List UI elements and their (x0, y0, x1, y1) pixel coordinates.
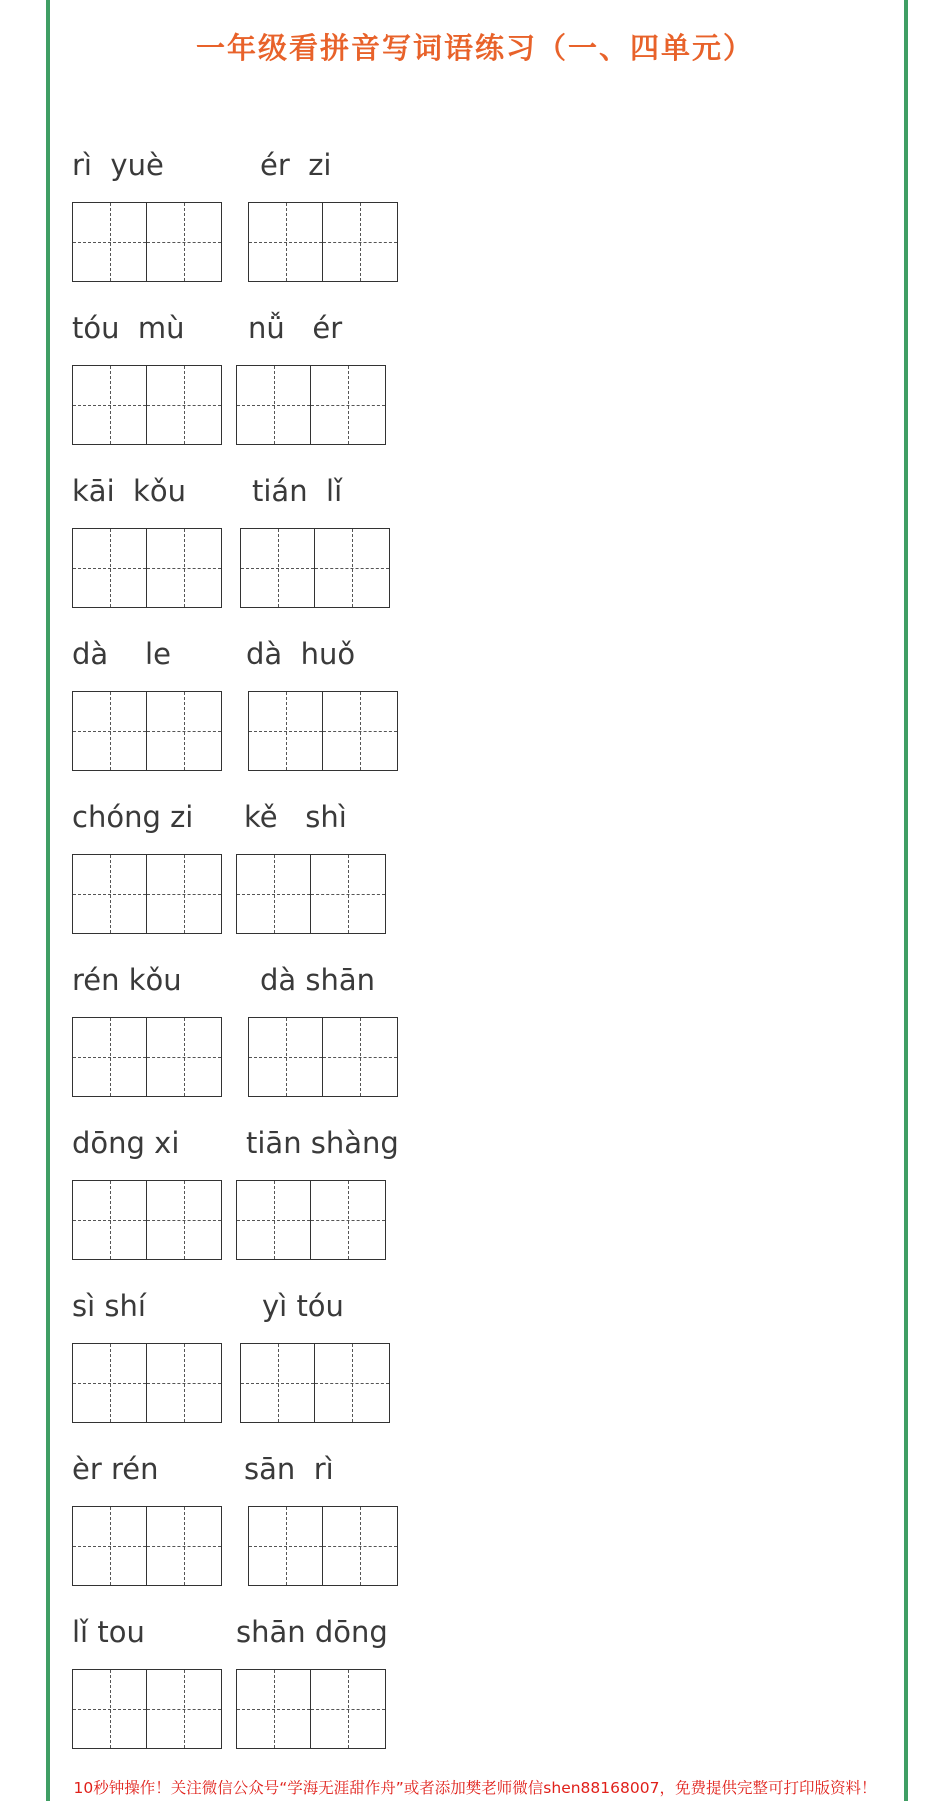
tianzige-cell[interactable] (323, 691, 398, 771)
left-green-border (46, 0, 50, 1801)
tianzige-cell[interactable] (248, 202, 323, 282)
promo-footer: 10秒钟操作！关注微信公众号“学海无涯甜作舟”或者添加樊老师微信shen88168007，免费提供完整可打印版资料！ (73, 1779, 877, 1797)
tianzige-cell[interactable] (311, 854, 386, 934)
exercise-row (72, 1452, 872, 1615)
writing-grid (248, 1506, 398, 1586)
pinyin-label: tián lǐ (252, 474, 343, 508)
writing-grid (236, 1669, 386, 1749)
pinyin-label: kāi kǒu (72, 474, 186, 508)
writing-grid (72, 1669, 222, 1749)
writing-grid (72, 1017, 222, 1097)
exercise-row (72, 474, 872, 637)
tianzige-cell[interactable] (72, 202, 147, 282)
writing-grid (240, 528, 390, 608)
tianzige-cell[interactable] (72, 1017, 147, 1097)
tianzige-cell[interactable] (147, 365, 222, 445)
exercise-rows (72, 148, 872, 1778)
writing-grid (236, 854, 386, 934)
pinyin-label: dà huǒ (246, 637, 356, 671)
exercise-row (72, 637, 872, 800)
writing-grid (236, 365, 386, 445)
tianzige-cell[interactable] (236, 1669, 311, 1749)
tianzige-cell[interactable] (311, 1180, 386, 1260)
tianzige-cell[interactable] (147, 1343, 222, 1423)
tianzige-cell[interactable] (147, 1180, 222, 1260)
pinyin-label: dà shān (260, 963, 376, 997)
writing-grid (248, 1017, 398, 1097)
tianzige-cell[interactable] (147, 1017, 222, 1097)
pinyin-label: èr rén (72, 1452, 159, 1486)
pinyin-label: chóng zi (72, 800, 194, 834)
right-green-border (904, 0, 908, 1801)
tianzige-cell[interactable] (72, 1669, 147, 1749)
tianzige-cell[interactable] (72, 1180, 147, 1260)
tianzige-cell[interactable] (323, 202, 398, 282)
exercise-row (72, 148, 872, 311)
tianzige-cell[interactable] (72, 1506, 147, 1586)
writing-grid (72, 528, 222, 608)
tianzige-cell[interactable] (311, 365, 386, 445)
tianzige-cell[interactable] (147, 202, 222, 282)
writing-grid (248, 202, 398, 282)
worksheet-title: 一年级看拼音写词语练习（一、四单元） (195, 31, 754, 65)
pinyin-label: kě shì (244, 800, 347, 834)
tianzige-cell[interactable] (236, 854, 311, 934)
exercise-row (72, 1126, 872, 1289)
writing-grid (72, 691, 222, 771)
tianzige-cell[interactable] (147, 1669, 222, 1749)
writing-grid (72, 202, 222, 282)
tianzige-cell[interactable] (240, 528, 315, 608)
tianzige-cell[interactable] (240, 1343, 315, 1423)
pinyin-label: tóu mù (72, 311, 185, 345)
tianzige-cell[interactable] (147, 691, 222, 771)
exercise-row (72, 311, 872, 474)
pinyin-label: dōng xi (72, 1126, 180, 1160)
pinyin-label: rén kǒu (72, 963, 182, 997)
pinyin-label: ér zi (260, 148, 332, 182)
tianzige-cell[interactable] (236, 1180, 311, 1260)
tianzige-cell[interactable] (72, 691, 147, 771)
pinyin-label: tiān shàng (246, 1126, 399, 1160)
tianzige-cell[interactable] (311, 1669, 386, 1749)
exercise-row (72, 1615, 872, 1778)
pinyin-label: sì shí (72, 1289, 146, 1323)
writing-grid (72, 1506, 222, 1586)
pinyin-label: yì tóu (262, 1289, 344, 1323)
tianzige-cell[interactable] (72, 854, 147, 934)
writing-grid (72, 1180, 222, 1260)
exercise-row (72, 963, 872, 1126)
tianzige-cell[interactable] (248, 1017, 323, 1097)
pinyin-label: dà le (72, 637, 171, 671)
tianzige-cell[interactable] (315, 1343, 390, 1423)
tianzige-cell[interactable] (248, 1506, 323, 1586)
tianzige-cell[interactable] (323, 1017, 398, 1097)
pinyin-label: sān rì (244, 1452, 334, 1486)
writing-grid (236, 1180, 386, 1260)
tianzige-cell[interactable] (236, 365, 311, 445)
tianzige-cell[interactable] (315, 528, 390, 608)
pinyin-label: rì yuè (72, 148, 164, 182)
tianzige-cell[interactable] (248, 691, 323, 771)
writing-grid (248, 691, 398, 771)
tianzige-cell[interactable] (147, 854, 222, 934)
exercise-row (72, 1289, 872, 1452)
writing-grid (72, 365, 222, 445)
pinyin-label: shān dōng (236, 1615, 388, 1649)
writing-grid (72, 1343, 222, 1423)
tianzige-cell[interactable] (147, 528, 222, 608)
tianzige-cell[interactable] (72, 1343, 147, 1423)
pinyin-label: lǐ tou (72, 1615, 145, 1649)
pinyin-label: nǚ ér (248, 311, 343, 345)
tianzige-cell[interactable] (72, 528, 147, 608)
tianzige-cell[interactable] (147, 1506, 222, 1586)
exercise-row (72, 800, 872, 963)
tianzige-cell[interactable] (72, 365, 147, 445)
writing-grid (72, 854, 222, 934)
tianzige-cell[interactable] (323, 1506, 398, 1586)
writing-grid (240, 1343, 390, 1423)
